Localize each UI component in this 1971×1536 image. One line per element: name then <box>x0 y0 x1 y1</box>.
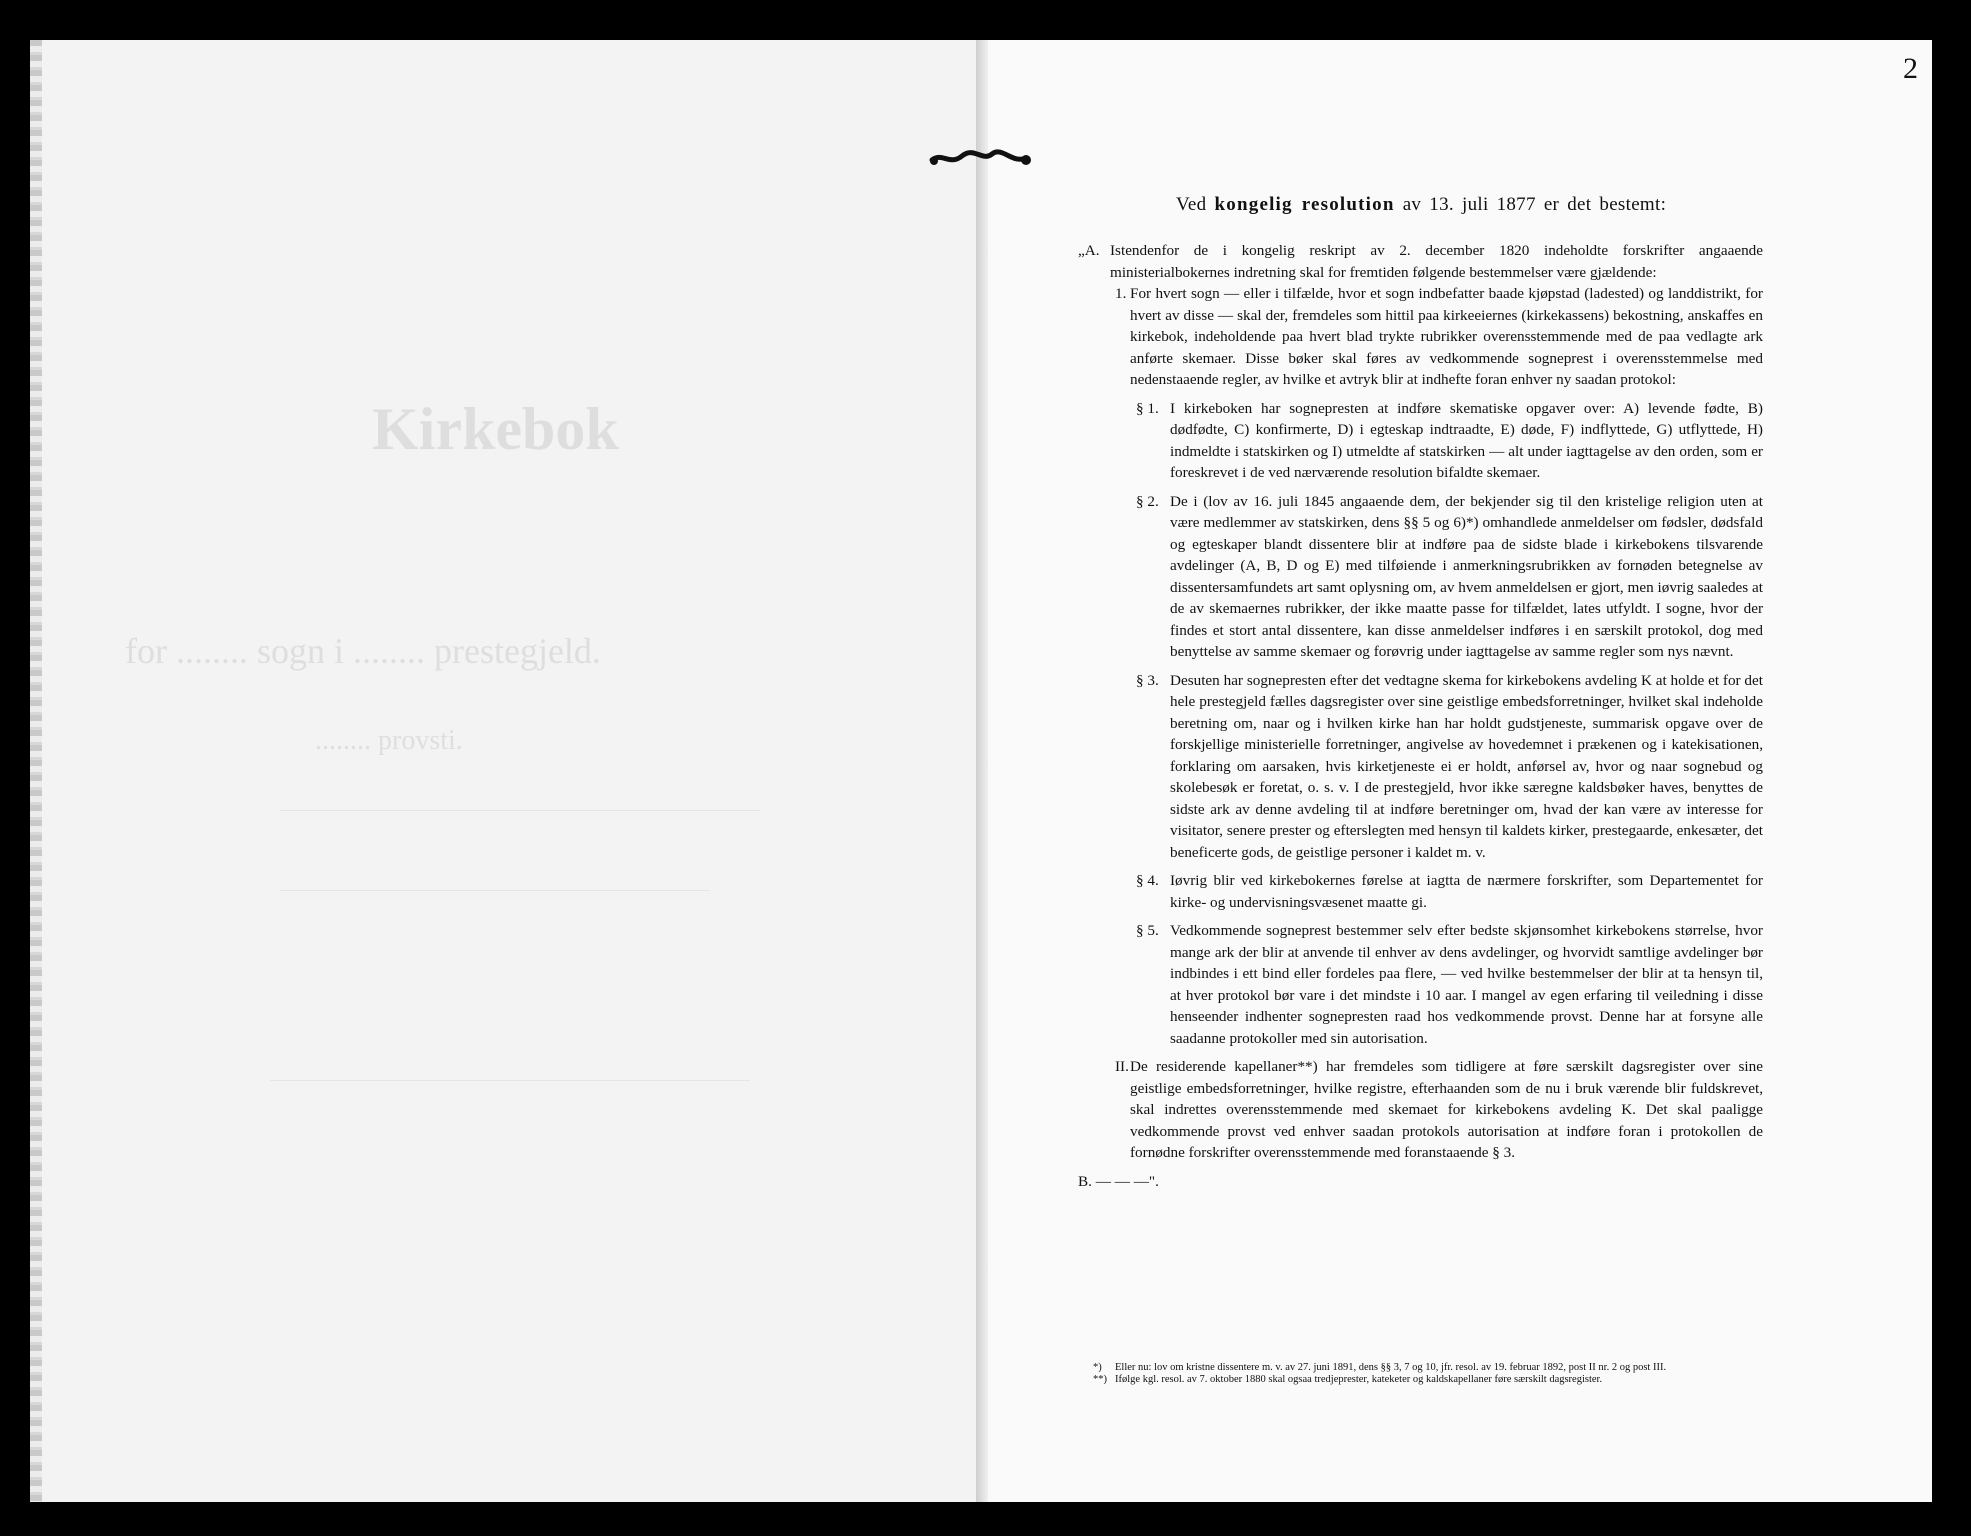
section-b: B. — — —". <box>1078 1172 1159 1190</box>
footnote-label: *) <box>1093 1362 1102 1373</box>
item-label: II. <box>1115 1058 1129 1075</box>
paragraph-text: De i (lov av 16. juli 1845 angaaende dem, der bekjender sig til den kristelige religion uten at være medlemmer av statskirken, dens §§ 5 og 6)*) omhandlede anmeldelser om fødsler, dødsfald og egteskaper blandt dissentere blir at indføre paa de sidste blade i kirkebokens tilsvarende avdelinger (A, B, D og E) med tilføiende i anmerkningsrubrikken av fornøden betegnelse av dissentersamfundets art samt oplysning om, av hvem anmeldelsen er gjort, men iøvrig saaledes at de av skemaernes rubrikker, der ikke maatte passe for tilfældet, lates utfyldt. I sogne, hvor der findes et stort antal dissentere, kan disse anmeldelser indføres i en særskilt protokol, dog med benyttelse av samme skemaer og forøvrig under iagttagelse av samme regler som nys nævnt. <box>1170 492 1763 660</box>
paragraph-3 <box>1136 670 1763 864</box>
paragraph-4 <box>1136 870 1763 913</box>
item-2 <box>1115 1056 1763 1164</box>
heading-bold: kongelig resolution <box>1214 194 1395 215</box>
bleed-through-rule <box>280 810 760 811</box>
paragraph-text: Iøvrig blir ved kirkebokernes førelse at iagtta de nærmere forskrifter, som Departementet for kirke- og undervisningsvæsenet maatte gi. <box>1170 872 1763 911</box>
heading-prefix: Ved <box>1176 194 1207 215</box>
paragraph-label: § 3. <box>1136 671 1159 689</box>
paragraph-label: § 1. <box>1136 399 1159 417</box>
footnote-label: **) <box>1093 1374 1107 1385</box>
heading-suffix: av 13. juli 1877 er det bestemt: <box>1402 194 1667 215</box>
heading <box>1176 194 1666 216</box>
footnote-text: Eller nu: lov om kristne dissentere m. v. av 27. juni 1891, dens §§ 3, 7 og 10, jfr. resol. av 19. februar 1892, post II nr. 2 og post III. <box>1115 1362 1667 1373</box>
item-1 <box>1115 283 1763 391</box>
ink-mark <box>928 144 1038 174</box>
bleed-through-rule <box>280 890 710 891</box>
item-text: For hvert sogn — eller i tilfælde, hvor et sogn indbefatter baade kjøpstad (ladested) og landdistrikt, for hvert av disse — skal der, fremdeles som hittil paa kirkeeiernes (kirkekassens) bekostning, anskaffes en kirkebok, indeholdende paa hvert blad trykte rubrikker overensstemmende med de paa vedlagte ark anførte skemaer. Disse bøker skal føres av vedkommende sogneprest i overensstemmelse med nedenstaaende regler, av hvilke et avtryk blir at indhefte foran enhver ny saadan protokol: <box>1130 285 1763 388</box>
section-text: Istendenfor de i kongelig reskript av 2. december 1820 indeholdte forskrifter angaaende ministerialbokernes indretning skal for fremtiden følgende bestemmelser være gjældende: <box>1110 242 1763 281</box>
paragraph-label: § 5. <box>1136 922 1159 939</box>
bleed-through-title: Kirkebok <box>372 396 619 462</box>
footnotes <box>1093 1362 1763 1386</box>
bleed-through-line: for ........ sogn i ........ prestegjeld. <box>125 631 601 671</box>
paragraph-text: I kirkeboken har sognepresten at indføre skematiske opgaver over: A) levende fødte, B) dødfødte, C) konfirmerte, D) i egteskap indtraadte, E) døde, F) indflyttede, G) utflyttede, H) indmeldte i statskirken og I) utmeldte af statskirken — alt under iagttagelse av den orden, som er foreskrevet i de ved nærværende resolution bifaldte skemaer. <box>1170 399 1763 481</box>
paragraph-1 <box>1136 398 1763 484</box>
resolution-text <box>1078 240 1763 1192</box>
section-a <box>1078 240 1763 283</box>
left-page <box>30 40 978 1502</box>
item-text: De residerende kapellaner**) har fremdeles som tidligere at føre særskilt dagsregister over sine geistlige embedsforretninger, hvilke registre, efterhaanden som de nu i bruk værende blir fuldskrevet, skal indrettes overensstemmende med skemaet for kirkebokens avdeling K. Det skal paaligge vedkommende provst ved enhver saadan protokols autorisation at indføre foran i protokollen de fornødne forskrifter overensstemmende med foranstaaende § 3. <box>1130 1058 1763 1161</box>
footnote <box>1093 1374 1763 1386</box>
bleed-through-line: ........ provsti. <box>315 725 463 756</box>
page-edge <box>30 40 42 1502</box>
paragraph-label: § 4. <box>1136 872 1159 889</box>
item-label: 1. <box>1115 285 1127 302</box>
footnote <box>1093 1362 1763 1374</box>
paragraph-5 <box>1136 920 1763 1049</box>
paragraph-2 <box>1136 491 1763 663</box>
paragraph-label: § 2. <box>1136 492 1159 510</box>
page-number: 2 <box>1903 52 1918 85</box>
section-label: „A. <box>1078 242 1100 259</box>
right-page <box>988 40 1932 1502</box>
paragraph-text: Desuten har sognepresten efter det vedtagne skema for kirkebokens avdeling K at holde et for det hele prestegjeld fælles dagsregister over sine geistlige embedsforretninger, hvilket skal indeholde beretning om, naar og i hvilken kirke han har holdt gudstjeneste, summarisk opgave over de forskjellige ministerielle forretninger, angivelse av hovedemnet i prækenen og i katekisationen, forklaring om aarsaken, hvis kirketjeneste ei er holdt, anførsel av, hvor og naar sognebud og skolebesøk er foretat, o. s. v. I de prestegjeld, hvor ikke særegne kaldsbøker haves, benyttes de sidste ark av denne avdeling til at indføre beretninger om, hvad der kan være av interesse for visitator, senere prester og efterslegten med hensyn til kaldets kirker, prestegaarde, enkesæter, det beneficerte gods, de geistlige personer i kaldet m. v. <box>1170 671 1763 861</box>
bleed-through-rule <box>270 1080 750 1081</box>
paragraph-text: Vedkommende sogneprest bestemmer selv efter bedste skjønsomhet kirkebokens størrelse, hvor mange ark der blir at anvende til enhver av dens avdelinger, og hvorvidt samtlige avdelinger bør indbindes i ett bind eller fordeles paa flere, — ved hvilke bestemmelser der blir at ta hensyn til, at hver protokol bør vare i det mindste i 10 aar. I mangel av egen erfaring til veiledning i disse henseender indhenter sognepresten raad hos vedkommende provst. Denne har at forsyne alle saadanne protokoller med sin autorisation. <box>1170 922 1763 1047</box>
footnote-text: Ifølge kgl. resol. av 7. oktober 1880 skal ogsaa tredjeprester, kateketer og kaldskapellaner føre særskilt dagsregister. <box>1115 1374 1603 1385</box>
